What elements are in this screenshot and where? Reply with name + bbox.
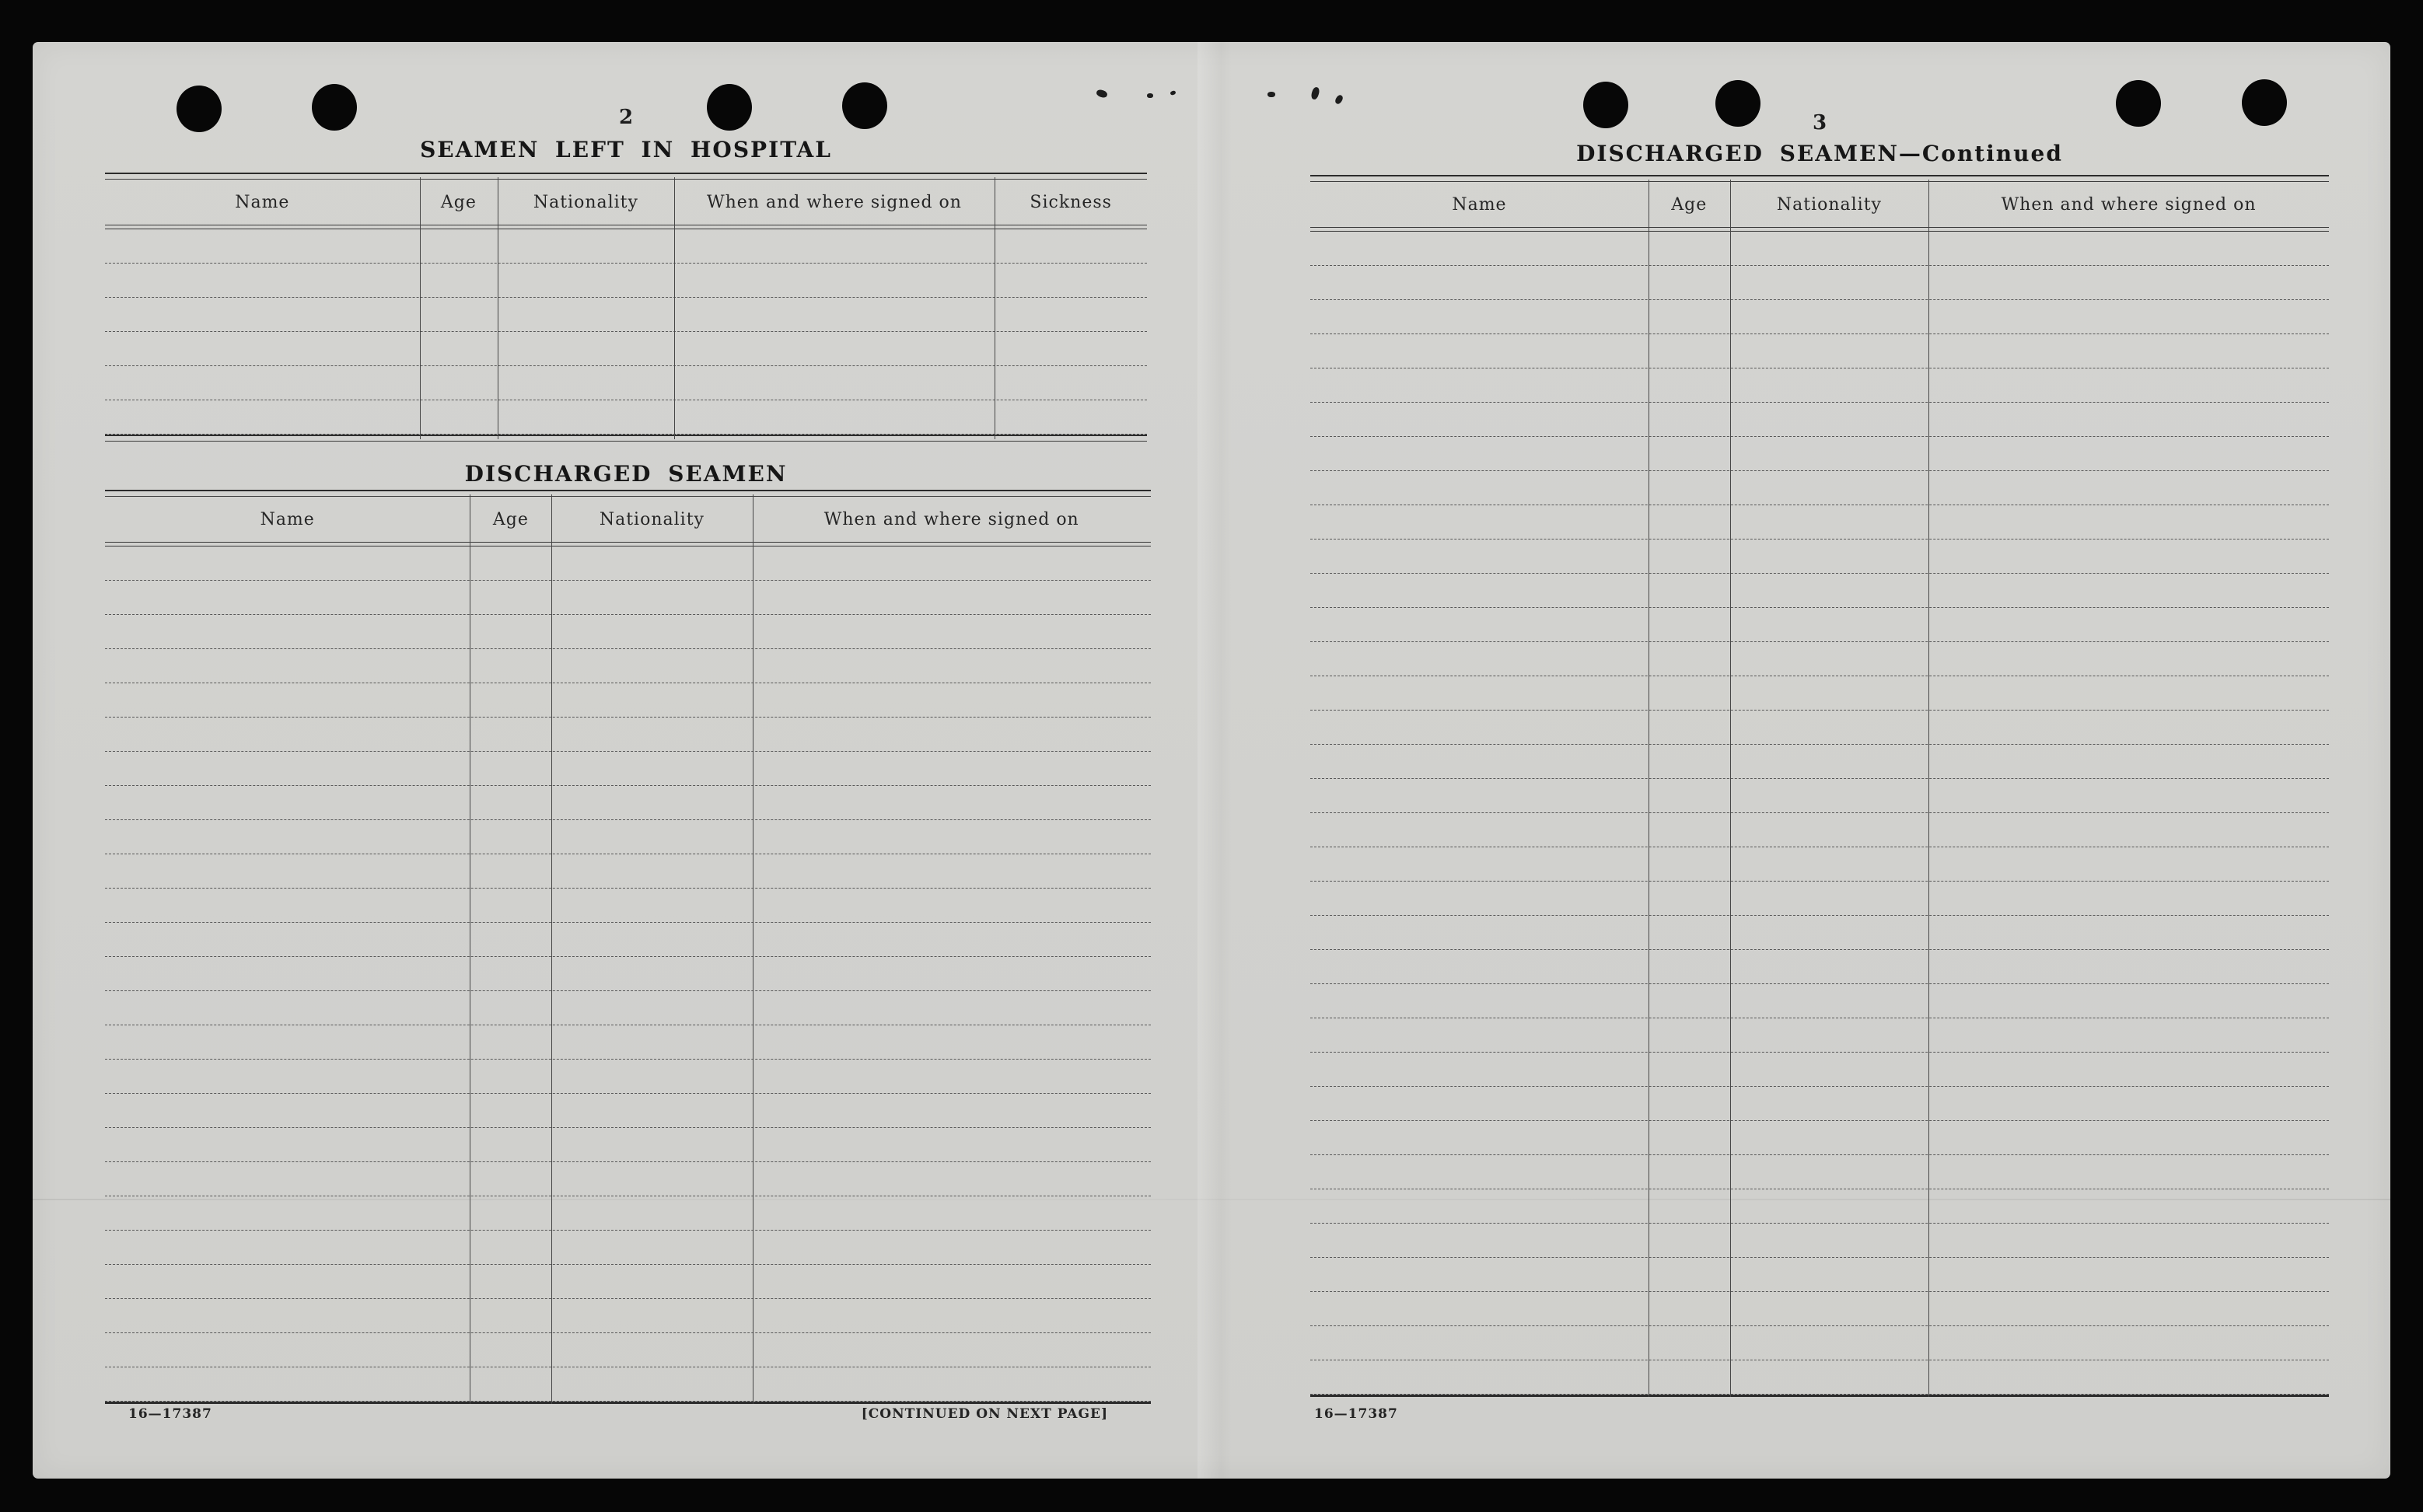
ruled-row (1310, 232, 2329, 266)
ruled-row (105, 1367, 1151, 1402)
ruled-row (1310, 882, 2329, 916)
column-header-name: Name (1452, 194, 1507, 215)
ruled-row (1310, 847, 2329, 882)
ruled-row (1310, 813, 2329, 847)
ruled-row (105, 991, 1151, 1025)
discharged-seamen-table (105, 490, 1151, 1406)
column-header-sickness: Sickness (1030, 192, 1112, 212)
seamen-left-in-hospital-table (105, 173, 1147, 442)
ruled-row (1310, 505, 2329, 540)
discharged-seamen-continued-table (1310, 175, 2329, 1399)
ruled-row (1310, 1053, 2329, 1087)
column-header-when-and-where-signed-on: When and where signed on (823, 509, 1079, 529)
ruled-row (105, 786, 1151, 820)
column-header-age: Age (440, 192, 477, 212)
ruled-row (105, 1196, 1151, 1231)
ruled-row (105, 1060, 1151, 1094)
ruled-row (105, 854, 1151, 889)
ruled-row (105, 683, 1151, 718)
ruled-row (1310, 642, 2329, 676)
ruled-row (1310, 1189, 2329, 1224)
ruled-row (1310, 540, 2329, 574)
ruled-row (105, 264, 1147, 298)
table-body (105, 229, 1147, 435)
ruled-row (1310, 711, 2329, 745)
column-header-nationality: Nationality (533, 192, 638, 212)
ruled-row (1310, 1326, 2329, 1360)
page-number-left: 2 (618, 106, 634, 129)
ink-speck (1147, 93, 1153, 98)
ruled-row (1310, 266, 2329, 300)
ruled-row (1310, 779, 2329, 813)
continued-note: [CONTINUED ON NEXT PAGE] (861, 1406, 1108, 1422)
ink-speck (1267, 92, 1275, 97)
ruled-row (105, 957, 1151, 991)
ruled-row (1310, 1121, 2329, 1155)
ruled-row (1310, 1258, 2329, 1292)
ruled-row (105, 889, 1151, 923)
ink-speck (1096, 89, 1108, 99)
ruled-row (105, 1162, 1151, 1196)
ruled-row (105, 581, 1151, 615)
ink-speck (1334, 94, 1344, 105)
ruled-row (1310, 1155, 2329, 1189)
ruled-row (1310, 745, 2329, 779)
ink-speck (1170, 90, 1176, 96)
ruled-row (1310, 1360, 2329, 1395)
discharged-continued-title: DISCHARGED SEAMEN—Continued (1576, 141, 2063, 166)
page-number-right: 3 (1812, 111, 1827, 134)
column-header-when-and-where-signed-on: When and where signed on (2001, 194, 2257, 215)
table-top-rule (105, 173, 1147, 180)
ruled-row (1310, 1087, 2329, 1121)
ruled-row (105, 1128, 1151, 1162)
ruled-row (1310, 676, 2329, 711)
ruled-row (1310, 1292, 2329, 1326)
ruled-row (1310, 608, 2329, 642)
column-header-name: Name (235, 192, 290, 212)
page-fold-shadow (1198, 42, 1232, 1479)
ruled-row (105, 615, 1151, 649)
column-header-nationality: Nationality (1776, 194, 1882, 215)
table-top-rule (105, 490, 1151, 497)
table-bottom-rule (1310, 1395, 2329, 1399)
table-top-rule (1310, 175, 2329, 182)
ruled-row (1310, 403, 2329, 437)
table-body (1310, 232, 2329, 1395)
ruled-row (105, 1333, 1151, 1367)
ruled-row (105, 1025, 1151, 1060)
left-page-footer (128, 1406, 1108, 1422)
column-header-nationality: Nationality (599, 509, 705, 529)
table-bottom-rule (105, 435, 1147, 442)
form-number: 16—17387 (128, 1406, 212, 1422)
ruled-row (1310, 574, 2329, 608)
column-header-age: Age (492, 509, 529, 529)
ruled-row (1310, 437, 2329, 471)
ink-speck (1310, 86, 1320, 100)
ruled-row (1310, 368, 2329, 403)
table-body (105, 546, 1151, 1402)
ruled-row (105, 1299, 1151, 1333)
ruled-row (1310, 300, 2329, 334)
ruled-row (105, 400, 1147, 435)
ruled-row (1310, 471, 2329, 505)
discharged-table-title: DISCHARGED SEAMEN (464, 461, 788, 487)
ruled-row (1310, 916, 2329, 950)
column-header-name: Name (260, 509, 315, 529)
ruled-row (105, 718, 1151, 752)
ruled-row (1310, 950, 2329, 984)
ruled-row (1310, 1018, 2329, 1053)
table-header-row (105, 497, 1151, 542)
ruled-row (105, 752, 1151, 786)
ruled-row (1310, 334, 2329, 368)
document-sheet (33, 42, 2390, 1479)
ruled-row (105, 923, 1151, 957)
ruled-row (1310, 1224, 2329, 1258)
ruled-row (1310, 984, 2329, 1018)
hospital-table-title: SEAMEN LEFT IN HOSPITAL (420, 137, 832, 162)
table-header-row (105, 180, 1147, 225)
ruled-row (105, 820, 1151, 854)
ruled-row (105, 649, 1151, 683)
ruled-row (105, 546, 1151, 581)
column-header-when-and-where-signed-on: When and where signed on (707, 192, 962, 212)
ruled-row (105, 1231, 1151, 1265)
ruled-row (105, 1265, 1151, 1299)
ruled-row (105, 298, 1147, 332)
ruled-row (105, 1094, 1151, 1128)
ruled-row (105, 366, 1147, 400)
table-header-row (1310, 182, 2329, 227)
ruled-row (105, 332, 1147, 366)
column-header-age: Age (1671, 194, 1708, 215)
form-number: 16—17387 (1314, 1406, 1398, 1422)
ruled-row (105, 229, 1147, 264)
